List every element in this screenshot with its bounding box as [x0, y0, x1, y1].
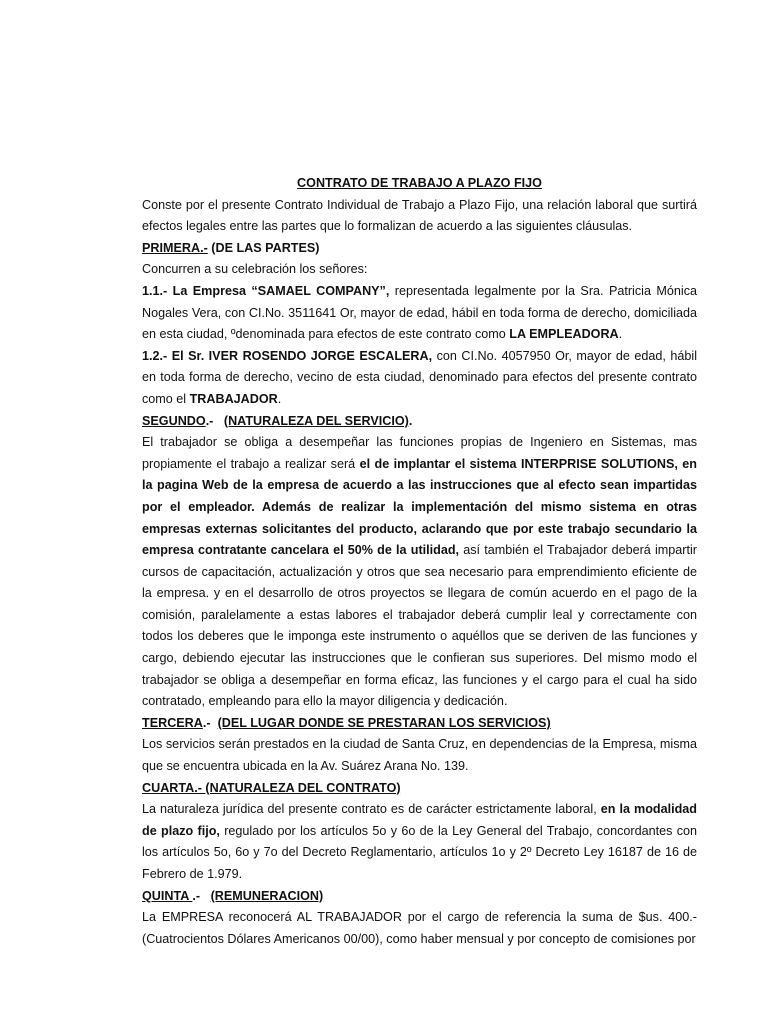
contract-body: [142, 173, 697, 950]
party-1-text: representada legalmente por la Sra. Patricia Mónica Nogales Vera, con CI.No. 3511641 Or, mayor de edad, hábil en toda forma de derecho, domiciliada en esta ciudad, ºdenominada para efectos de este contrato como: [142, 283, 697, 342]
clause-quinta-label: QUINTA: [142, 888, 193, 903]
clause-cuarta-body: [142, 799, 697, 885]
segundo-text-2: así también el Trabajador deberá impartir cursos de capacitación, actualización y otros que sea necesario para emprendimiento eficiente de la empresa. y en el desarrollo de otros proyectos se llegara de común acuerdo en el pago de la comisión, paralelamente a estas labores el trabajador deberá cumplir leal y correctamente con todos los deberes que le imponga este instrumento o aquéllos que se deriven de las funciones y cargo, debiendo ejecutar las instrucciones que le confieran sus superiores. Del mismo modo el trabajador se obliga a desempeñar en forma eficaz, las funciones y el cargo para el cual ha sido contratado, empleando para ello la mayor diligencia y dedicación.: [142, 543, 697, 709]
clause-tercera-heading: [142, 713, 697, 735]
clause-tercera-body: Los servicios serán prestados en la ciudad de Santa Cruz, en dependencias de la Empresa, misma que se encuentra ubicada en la Av. Suárez Arana No. 139.: [142, 737, 697, 774]
clause-tercera-label: TERCERA: [142, 715, 203, 730]
clause-primera-label: PRIMERA.-: [142, 240, 208, 255]
clause-primera-title: (DE LAS PARTES): [207, 240, 320, 255]
party-1-bold: 1.1.- La Empresa “SAMAEL COMPANY”,: [142, 283, 390, 298]
intro-paragraph: Conste por el presente Contrato Individual de Trabajo a Plazo Fijo, una relación laboral que surtirá efectos legales entre las partes que lo formalizan de acuerdo a las siguientes cláusulas.: [142, 197, 697, 234]
clause-primera-intro: Concurren a su celebración los señores:: [142, 262, 368, 277]
clause-segundo-heading: [142, 411, 697, 433]
clause-segundo-body: [142, 432, 697, 713]
clause-segundo-sep: .-: [205, 413, 224, 428]
clause-quinta-title: (REMUNERACION): [210, 888, 324, 903]
clause-segundo-title: (NATURALEZA DEL SERVICIO): [223, 413, 409, 428]
clause-primera-party-2: [142, 346, 697, 411]
cuarta-text-2: regulado por los artículos 5o y 6o de la Ley General del Trabajo, concordantes con los artículos 5o, 6o y 7o del Decreto Reglamentario, artículos 1o y 2º Decreto Ley 16187 de 16 de Febrero de 1.979.: [142, 823, 698, 881]
clause-quinta-heading: [142, 886, 697, 908]
clause-segundo-end: .: [408, 413, 413, 428]
clause-primera-party-1: [142, 281, 697, 346]
party-2-role: TRABAJADOR: [189, 391, 278, 406]
clause-tercera-title: (DEL LUGAR DONDE SE PRESTARAN LOS SERVICIOS): [217, 715, 551, 730]
document-title: CONTRATO DE TRABAJO A PLAZO FIJO: [297, 176, 542, 190]
clause-primera-heading: [142, 238, 697, 260]
segundo-text-1: El trabajador se obliga a desempeñar las funciones propias de Ingeniero en Sistemas, mas propiamente el trabajo a realizar será: [142, 435, 697, 471]
party-2-end: .: [277, 391, 282, 406]
clause-tercera-sep: .-: [202, 715, 218, 730]
party-2-bold: 1.2.- El Sr. IVER ROSENDO JORGE ESCALERA,: [142, 348, 433, 363]
cuarta-text-1: La naturaleza jurídica del presente contrato es de carácter estrictamente laboral,: [142, 802, 601, 817]
clause-quinta-body: La EMPRESA reconocerá AL TRABAJADOR por el cargo de referencia la suma de $us. 400.- (Cuatrocientos Dólares Americanos 00/00), como haber mensual y por concepto de comisiones por: [142, 910, 697, 946]
party-1-role: LA EMPLEADORA: [509, 327, 619, 342]
clause-cuarta-heading: CUARTA.- (NATURALEZA DEL CONTRATO): [142, 780, 401, 795]
party-1-end: .: [618, 327, 623, 342]
clause-segundo-label: SEGUNDO: [142, 413, 206, 428]
clause-quinta-sep: .-: [192, 888, 211, 903]
party-2-text: con CI.No. 4057950 Or, mayor de edad, hábil en toda forma de derecho, vecino de esta ciudad, denominado para efectos del presente contrato como el: [142, 348, 697, 406]
cuarta-bold-1: en la modalidad de plazo fijo,: [142, 802, 697, 838]
segundo-bold-1: el de implantar el sistema INTERPRISE SOLUTIONS, en la pagina Web de la empresa de acuerdo a las instrucciones que al efecto sean impartidas por el empleador. Además de realizar la implementación del mismo sistema en otras empresas externas solicitantes del producto, aclarando que por este trabajo secundario la empresa contratante cancelara el 50% de la utilidad,: [142, 456, 698, 558]
